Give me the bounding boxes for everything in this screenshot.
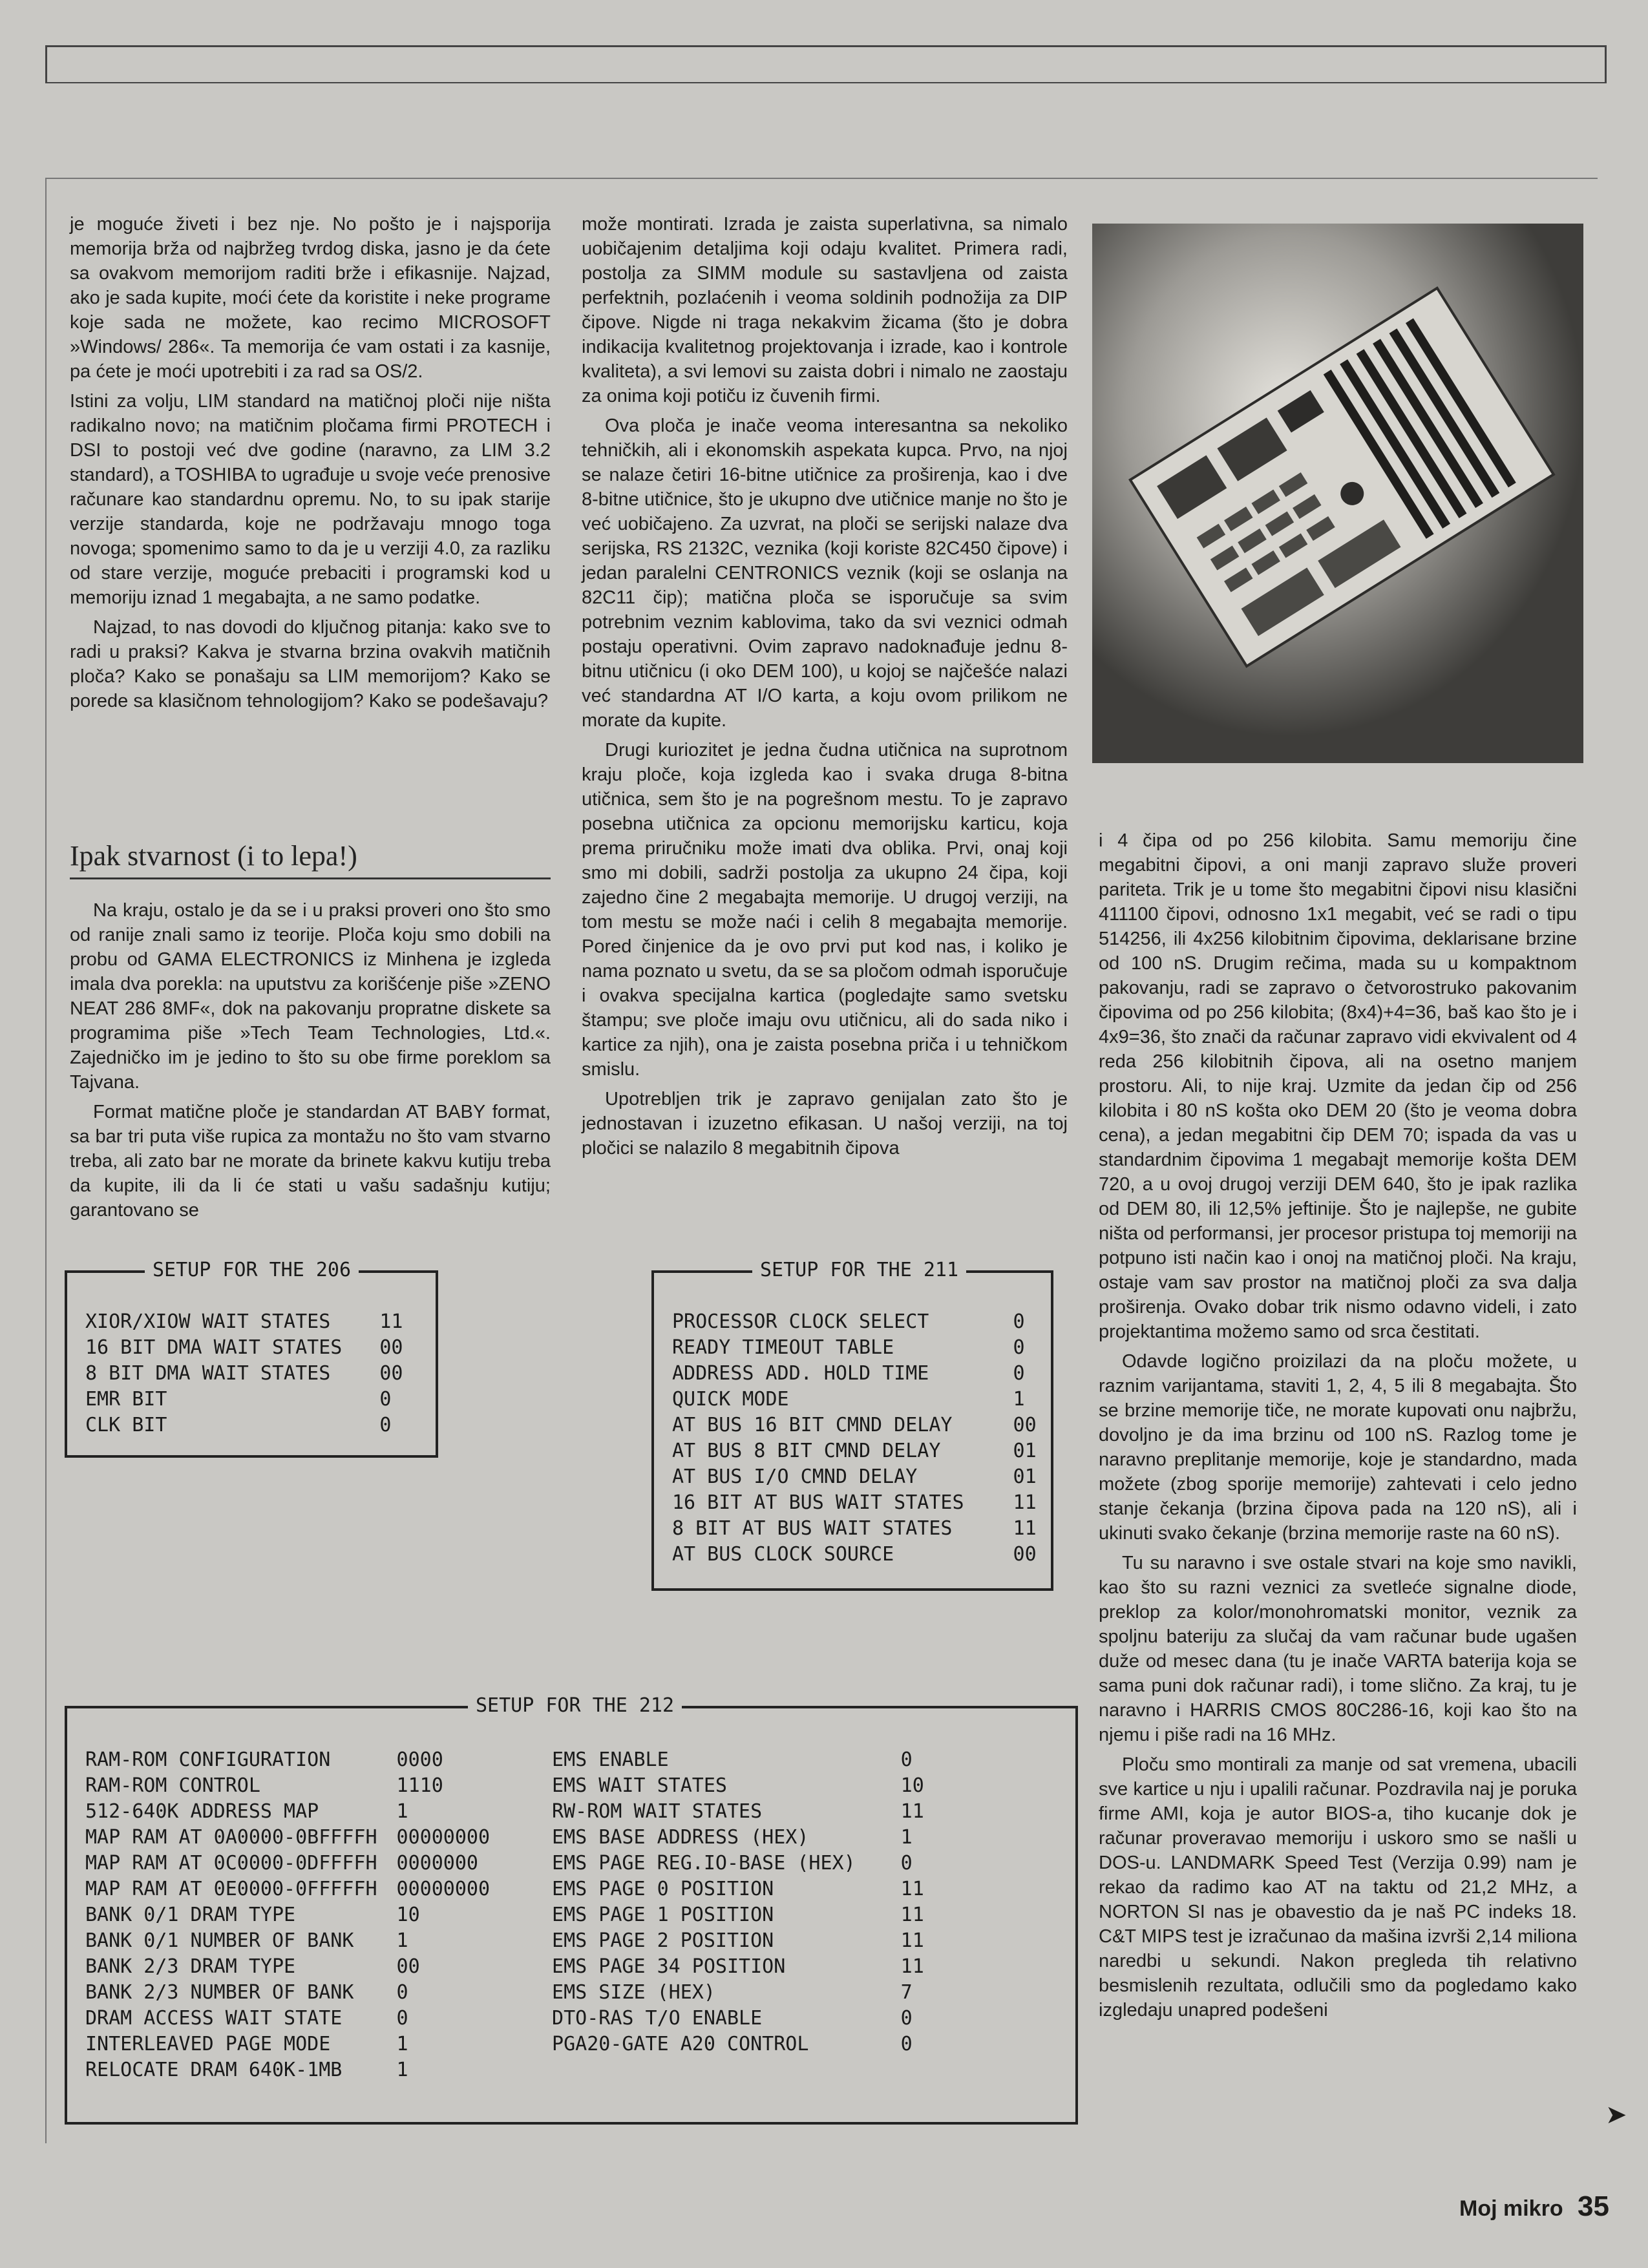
setting-name: MAP RAM AT 0A0000-0BFFFFH bbox=[85, 1826, 377, 1849]
setting-name: RAM-ROM CONTROL bbox=[85, 1774, 260, 1797]
setting-value: 1110 bbox=[396, 1774, 443, 1797]
setting-name: CLK BIT bbox=[85, 1414, 167, 1436]
setting-value: 0000000 bbox=[396, 1852, 478, 1874]
table-row bbox=[672, 1438, 1037, 1464]
paragraph: Format matične ploče je standardan AT BABY format, sa bar tri puta više rupica za montažu no što vam stvarno treba, ali zato bar ne morate da brinete kakvu kutiju treba da kupite, ili da li će stati u vašu sadašnju kutiju; garantovano se bbox=[70, 1102, 551, 1221]
setting-value: 0 bbox=[900, 2007, 913, 2030]
setting-name: DRAM ACCESS WAIT STATE bbox=[85, 2007, 343, 2030]
setting-value: 00 bbox=[396, 1955, 420, 1978]
paragraph: je moguće živeti i bez nje. No pošto je i najsporija memorija brža od najbržeg tvrdog diska, jasno je da ćete sa ovakvom memorijom raditi brže i efikasnije. Najzad, ako je sada kupite, moći ćete da koristite i neke programe koje sada ne možete, kao recimo MICROSOFT »Windows/ 286«. Ta memorija će vam ostati i za kasnije, pa ćete je moći upotrebiti i za rad sa OS/2. bbox=[70, 214, 551, 382]
setting-value: 0 bbox=[396, 2007, 408, 2030]
page-number: 35 bbox=[1578, 2190, 1609, 2222]
setting-name: AT BUS I/O CMND DELAY bbox=[672, 1465, 918, 1488]
setting-name: EMS PAGE REG.IO-BASE (HEX) bbox=[552, 1852, 856, 1874]
setting-value: 0000 bbox=[396, 1748, 443, 1771]
setting-value: 0 bbox=[379, 1388, 392, 1411]
table-row bbox=[85, 1980, 924, 2006]
setup-211-box bbox=[651, 1259, 1053, 1591]
table-row bbox=[85, 1876, 924, 1902]
setting-value: 0 bbox=[396, 1981, 408, 2004]
table-row bbox=[85, 2006, 924, 2032]
setting-name: EMS SIZE (HEX) bbox=[552, 1981, 715, 2004]
setup-212-table bbox=[85, 1747, 924, 2083]
setting-value: 1 bbox=[1013, 1388, 1025, 1411]
setup-206-box bbox=[65, 1259, 438, 1458]
table-row bbox=[85, 1902, 924, 1928]
setting-name: EMS PAGE 2 POSITION bbox=[552, 1929, 774, 1952]
setting-value: 1 bbox=[396, 2059, 408, 2081]
paragraph: Najzad, to nas dovodi do ključnog pitanja: kako sve to radi u praksi? Kakva je stvarna brzina ovakvih matičnih ploča? Kako se ponašaju sa LIM memorijom? Kako se porede sa klasičnom tehnologijom? Kako se podešavaju? bbox=[70, 617, 551, 711]
setting-value: 00000000 bbox=[396, 1878, 491, 1900]
magazine-name: Moj mikro bbox=[1459, 2196, 1563, 2221]
setting-value: 01 bbox=[1013, 1440, 1037, 1462]
setting-value: 00000000 bbox=[396, 1826, 491, 1849]
motherboard-photo bbox=[1092, 224, 1583, 763]
setting-value: 0 bbox=[379, 1414, 392, 1436]
setting-value: 10 bbox=[396, 1904, 420, 1926]
setting-name: DTO-RAS T/O ENABLE bbox=[552, 2007, 763, 2030]
box-title: SETUP FOR THE 212 bbox=[468, 1693, 682, 1719]
setting-name: PROCESSOR CLOCK SELECT bbox=[672, 1310, 929, 1333]
setting-value: 1 bbox=[396, 1800, 408, 1823]
column-3 bbox=[1099, 828, 1577, 2028]
setting-value: 0 bbox=[900, 1748, 913, 1771]
table-row bbox=[85, 1412, 403, 1438]
setting-value: 00 bbox=[379, 1362, 403, 1385]
paragraph: Drugi kuriozitet je jedna čudna utičnica na suprotnom kraju ploče, koja izgleda kao i svaka druga 8-bitna utičnica, sem što je na pogrešnom mestu. To je zapravo posebna utičnica za opcionu memorijsku karticu, koja prema priručniku može imati dva oblika. Prvi, onaj koji smo mi dobili, sadrži postolja za ukupno 24 čipa, koji zajedno čine 2 megabajta memorije. U drugoj verziji, na tom mestu se može naći i celih 8 megabajta memorije. Pored činjenice da je ovo prvi put kod nas, i koliko je nama poznato u svetu, da se sa pločom odmah isporučuje i ovakva specijalna kartica (pogledajte samo svetsku štampu; sve ploče imaju ovu utičnicu, ali do sada niko i kartice za njih), ona je zaista posebna priča i u tehničkom smislu. bbox=[582, 740, 1068, 1080]
table-row bbox=[85, 1954, 924, 1980]
setting-name: EMS PAGE 34 POSITION bbox=[552, 1955, 786, 1978]
table-row bbox=[85, 1825, 924, 1851]
table-row bbox=[672, 1516, 1037, 1542]
setup-211-table bbox=[672, 1309, 1037, 1568]
setting-name: BANK 2/3 DRAM TYPE bbox=[85, 1955, 296, 1978]
table-row bbox=[85, 1387, 403, 1412]
setting-value: 1 bbox=[396, 2033, 408, 2055]
paragraph: Na kraju, ostalo je da se i u praksi proveri ono što smo od ranije znali samo iz teorije. Ploča koju smo dobili na probu od GAMA ELECTRONICS iz Minhena je izgleda imala dva porekla: na uputstvu za korišćenje piše »ZENO NEAT 286 8MF«, dok na pakovanju propratne diskete sa programima piše »Tech Team Technologies, Ltd.«. Zajedničko im je jedino to što su obe firme poreklom sa Tajvana. bbox=[70, 900, 551, 1093]
paragraph: Ova ploča je inače veoma interesantna sa nekoliko tehničkih, ali i ekonomskih aspekata kupca. Prvo, na njoj se nalaze četiri 16-bitne utičnice za proširenja, kao i dve 8-bitne utičnice, što je ukupno dve utičnice manje no što je već uobičajeno. Za uzvrat, na ploči se serijski nalaze dva serijska, RS 2132C, veznika (koji koriste 82C450 čipove) i jedan paralelni CENTRONICS veznik (koji se oslanja na 82C11 čip); matična ploča se isporučuje sa svim potrebnim veznim kablovima, tako da svi veznici odmah postaju operativni. Ovim zapravo nadoknađuje jednu 8-bitnu utičnicu (i oko DEM 100), u kojoj se najčešće nalazi već standardna AT I/O karta, a koju ovom prilikom ne morate da kupite. bbox=[582, 415, 1068, 731]
setting-name: 8 BIT DMA WAIT STATES bbox=[85, 1362, 331, 1385]
table-row bbox=[85, 1747, 924, 1773]
table-row bbox=[672, 1387, 1037, 1412]
table-row bbox=[672, 1412, 1037, 1438]
table-row bbox=[85, 1928, 924, 1954]
setting-value: 0 bbox=[1013, 1310, 1025, 1333]
setting-name: EMS PAGE 0 POSITION bbox=[552, 1878, 774, 1900]
setting-name: AT BUS 16 BIT CMND DELAY bbox=[672, 1414, 953, 1436]
setup-212-box bbox=[65, 1694, 1078, 2125]
setting-name: QUICK MODE bbox=[672, 1388, 789, 1411]
setting-value: 0 bbox=[900, 2033, 913, 2055]
setting-name: READY TIMEOUT TABLE bbox=[672, 1336, 894, 1359]
setting-name: BANK 0/1 NUMBER OF BANK bbox=[85, 1929, 354, 1952]
setting-name: RW-ROM WAIT STATES bbox=[552, 1800, 763, 1823]
setting-value: 11 bbox=[900, 1955, 924, 1978]
setting-value: 00 bbox=[1013, 1543, 1037, 1566]
paragraph: i 4 čipa od po 256 kilobita. Samu memoriju čine megabitni čipovi, a oni manji zapravo služe proveri pariteta. Trik je u tome što megabitni čipovi nisu klasični 411100 čipovi, odnosno 1x1 megabit, već se radi o tipu 514256, ili 4x256 kilobitnim čipovima, deklarisane brzine od 100 nS. Drugim rečima, mada su u kompaktnom pakovanju, radi se zapravo o četvorostruko pakovanim čipovima od po 256 kilobita; (8x4)+4=36, baš kao što je i 4x9=36, što znači da računar zapravo vidi ekvivalent od 4 reda 256 kilobitnih čipova, ali na osetno manjem prostoru. Ali, to nije kraj. Uzmite da jedan čip od 256 kilobita i 80 nS košta oko DEM 20 (što je veoma dobra cena), a jedan megabitni čip DEM 70; ispada da vas u standardnim čipovima 1 megabajt memorije košta DEM 720, a u ovoj drugoj verziji DEM 640, što je ipak razlika od DEM 80, ili 12,5% jeftinije. Što je najlepše, ne gubite ništa od performansi, jer procesor pristupa toj memoriji na potpuno isti način kao i onoj na matičnoj ploči. Na kraju, ostaje vam sav prostor na matičnoj ploči za sva dalja proširenja. Ovako dobar trik nismo odavno videli, i zato projektantima možemo samo od srca čestitati. bbox=[1099, 830, 1577, 1342]
table-row bbox=[672, 1309, 1037, 1335]
setting-value: 11 bbox=[900, 1929, 924, 1952]
setting-name: EMR BIT bbox=[85, 1388, 167, 1411]
setup-206-table bbox=[85, 1309, 403, 1438]
setting-name: INTERLEAVED PAGE MODE bbox=[85, 2033, 331, 2055]
table-row bbox=[85, 1799, 924, 1825]
paragraph: Odavde logično proizilazi da na ploču možete, u raznim varijantama, staviti 1, 2, 4, 5 ili 8 megabajta. Što se brzine memorije tiče, ne morate kupovati onu najbržu, dovoljno je da ima brzinu od 100 nS. Razlog tome je naravno preplitanje memorije, koje je standardno, mada možete (zbog sporije memorije) zahtevati i celo jedno stanje čekanja (brzina čipova pada na 120 nS), ali i ukinuti svako čekanje (brzina memorije raste na 60 nS). bbox=[1099, 1351, 1577, 1544]
setting-value: 11 bbox=[900, 1878, 924, 1900]
setting-value: 1 bbox=[396, 1929, 408, 1952]
box-title: SETUP FOR THE 206 bbox=[145, 1257, 359, 1283]
table-row bbox=[85, 1335, 403, 1361]
setting-value: 11 bbox=[1013, 1491, 1037, 1514]
setting-name: BANK 2/3 NUMBER OF BANK bbox=[85, 1981, 354, 2004]
setting-value: 10 bbox=[900, 1774, 924, 1797]
setting-value: 00 bbox=[379, 1336, 403, 1359]
setting-name: XIOR/XIOW WAIT STATES bbox=[85, 1310, 331, 1333]
setting-value: 7 bbox=[900, 1981, 913, 2004]
setting-name: BANK 0/1 DRAM TYPE bbox=[85, 1904, 296, 1926]
setting-name: 512-640K ADDRESS MAP bbox=[85, 1800, 319, 1823]
top-rule bbox=[45, 45, 1607, 83]
table-row bbox=[85, 1361, 403, 1387]
setting-value: 11 bbox=[900, 1800, 924, 1823]
paragraph: Istini za volju, LIM standard na matičnoj ploči nije ništa radikalno novo; na matičnim pločama firmi PROTECH i DSI to postoji već dve godine (naravno, za LIM 3.2 standard), a TOSHIBA to ugrađuje u svoje veće prenosive računare kao standardnu opremu. No, to su ipak starije verzije standarda, koje ne podržavaju mnogo toga novoga; spomenimo samo to da je u verziji 4.0, za razliku od stare verzije, moguće prebaciti i programski kod u memoriju iznad 1 megabajta, a ne samo podatke. bbox=[70, 391, 551, 608]
paragraph: Tu su naravno i sve ostale stvari na koje smo navikli, kao što su razni veznici za svetleće signalne diode, preklop za kolor/monohromatski monitor, veznik za spoljnu bateriju za slučaj da vam računar bude ugašen duže od mesec dana (tu je inače VARTA baterija koja se sama puni dok računar radi), i tome slično. Za kraj, tu je naravno i HARRIS CMOS 80C286-16, koji kao što na njemu i piše radi na 16 MHz. bbox=[1099, 1553, 1577, 1745]
setting-name: 16 BIT DMA WAIT STATES bbox=[85, 1336, 343, 1359]
table-row bbox=[672, 1490, 1037, 1516]
table-row bbox=[85, 2057, 924, 2083]
setting-name: MAP RAM AT 0E0000-0FFFFFH bbox=[85, 1878, 377, 1900]
page-footer bbox=[1459, 2190, 1609, 2223]
setting-value: 11 bbox=[379, 1310, 403, 1333]
setting-value: 0 bbox=[1013, 1336, 1025, 1359]
setting-name: RELOCATE DRAM 640K-1MB bbox=[85, 2059, 343, 2081]
table-row bbox=[85, 1851, 924, 1876]
setting-name: EMS WAIT STATES bbox=[552, 1774, 727, 1797]
paragraph: Upotrebljen trik je zapravo genijalan zato što je jednostavan i izuzetno efikasan. U našoj verziji, na toj pločici se nalazilo 8 megabitnih čipova bbox=[582, 1089, 1068, 1159]
column-2 bbox=[582, 212, 1068, 1166]
setting-name: 8 BIT AT BUS WAIT STATES bbox=[672, 1517, 953, 1540]
setting-name: AT BUS CLOCK SOURCE bbox=[672, 1543, 894, 1566]
setting-value: 11 bbox=[1013, 1517, 1037, 1540]
motherboard-image bbox=[1092, 224, 1583, 763]
setting-name: EMS PAGE 1 POSITION bbox=[552, 1904, 774, 1926]
setting-name: EMS BASE ADDRESS (HEX) bbox=[552, 1826, 809, 1849]
setting-name: ADDRESS ADD. HOLD TIME bbox=[672, 1362, 929, 1385]
setting-value: 00 bbox=[1013, 1414, 1037, 1436]
table-row bbox=[85, 1309, 403, 1335]
setting-name: RAM-ROM CONFIGURATION bbox=[85, 1748, 331, 1771]
continue-arrow-icon: ➤ bbox=[1605, 2101, 1627, 2129]
setting-value: 0 bbox=[1013, 1362, 1025, 1385]
setting-name: 16 BIT AT BUS WAIT STATES bbox=[672, 1491, 964, 1514]
box-title: SETUP FOR THE 211 bbox=[752, 1257, 966, 1283]
table-row bbox=[85, 1773, 924, 1799]
column-1 bbox=[70, 212, 551, 719]
setting-name: MAP RAM AT 0C0000-0DFFFFH bbox=[85, 1852, 377, 1874]
table-row bbox=[672, 1361, 1037, 1387]
table-row bbox=[672, 1335, 1037, 1361]
table-row bbox=[672, 1464, 1037, 1490]
paragraph: može montirati. Izrada je zaista superlativna, sa nimalo uobičajenim detaljima koji odaju kvalitet. Primera radi, postolja za SIMM module su sastavljena od zaista perfektnih, pozlaćenih i veoma soldinih podnožija za DIP čipove. Nigde ni traga nekakvim žicama (što je dobra indikacija kvalitetnog projektovanja i izrade, kao i kontrole kvaliteta), a svi lemovi su zaista dobri i nimalo ne zaostaju za onima koji potiču iz čuvenih firmi. bbox=[582, 214, 1068, 406]
setting-value: 1 bbox=[900, 1826, 913, 1849]
setting-name: AT BUS 8 BIT CMND DELAY bbox=[672, 1440, 941, 1462]
setting-name: PGA20-GATE A20 CONTROL bbox=[552, 2033, 809, 2055]
setting-value: 11 bbox=[900, 1904, 924, 1926]
paragraph: Ploču smo montirali za manje od sat vremena, ubacili sve kartice u nju i upalili računar. Pozdravila naj je poruka firme AMI, koja je autor BIOS-a, tiho kucanje dok je računar proveravao memoriju i uskoro smo se našli u DOS-u. LANDMARK Speed Test (Verzija 0.99) nam je rekao da radimo kao AT na taktu od 21,2 MHz, a NORTON SI nas je obavestio da je naš PC indeks 18. C&T MIPS test je izračunao da mašina izvrši 2,14 miliona naredbi u sekundi. Nakon pregleda tih relativno besmislenih rezultata, odlučili smo da pogledamo kako izgledaju unapred podešeni bbox=[1099, 1754, 1577, 2021]
setting-value: 01 bbox=[1013, 1465, 1037, 1488]
table-row bbox=[85, 2032, 924, 2057]
table-row bbox=[672, 1542, 1037, 1568]
section-heading: Ipak stvarnost (i to lepa!) bbox=[70, 839, 551, 879]
setting-name: EMS ENABLE bbox=[552, 1748, 669, 1771]
column-1-bottom bbox=[70, 898, 551, 1228]
setting-value: 0 bbox=[900, 1852, 913, 1874]
